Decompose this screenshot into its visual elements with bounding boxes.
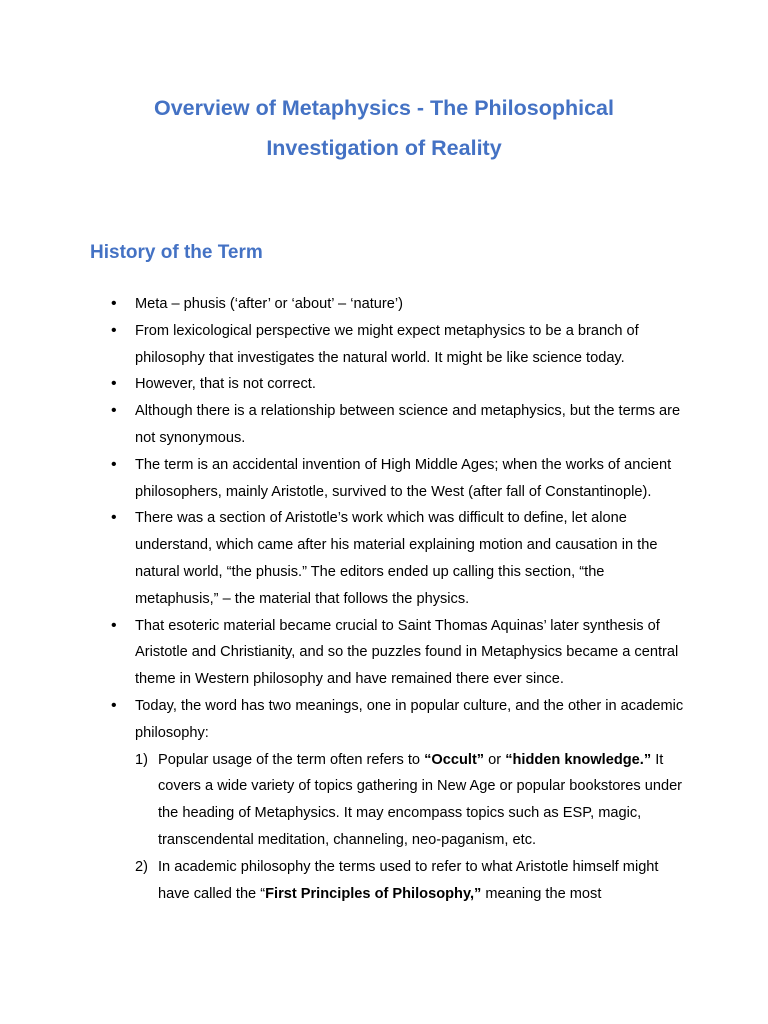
- sublist-item: [135, 854, 684, 908]
- sublist-text: meaning the most: [481, 885, 602, 902]
- list-item: • That esoteric material became crucial to Saint Thomas Aquinas’ later synthesis of Aristotle and Christianity, and so the puzzles found in Metaphysics became a central theme in Western philosophy and have remained there ever since.: [90, 613, 684, 693]
- title-line-1: Overview of Metaphysics - The Philosophical: [154, 96, 614, 120]
- emphasis-first-principles: First Principles of Philosophy,”: [265, 885, 482, 902]
- list-item-with-sublist: [90, 693, 684, 907]
- emphasis-occult: “Occult”: [424, 751, 485, 768]
- sublist-item: [135, 747, 684, 854]
- sublist-text: or: [484, 751, 506, 768]
- sublist-text: It covers a wide variety of topics gathering in New Age or popular bookstores under the heading of Metaphysics. It may encompass topics such as ESP, magic, transcendental meditation, channeling, neo-paganism, etc.: [158, 751, 683, 848]
- document-title: [90, 88, 678, 168]
- sublist-text: Popular usage of the term often refers to: [158, 751, 425, 768]
- list-item: • The term is an accidental invention of High Middle Ages; when the works of ancient philosophers, mainly Aristotle, survived to the West (after fall of Constantinople).: [90, 452, 684, 506]
- title-line-2: Investigation of Reality: [266, 136, 502, 160]
- list-item: • Although there is a relationship between science and metaphysics, but the terms are not synonymous.: [90, 398, 684, 452]
- list-item: • Meta – phusis (‘after’ or ‘about’ – ‘nature’): [90, 291, 684, 318]
- list-item-text: Today, the word has two meanings, one in popular culture, and the other in academic philosophy:: [135, 697, 684, 741]
- sublist-text: In academic philosophy the terms used to refer to what Aristotle himself might have called the “: [158, 858, 659, 902]
- list-item: • There was a section of Aristotle’s work which was difficult to define, let alone understand, which came after his material explaining motion and causation in the natural world, “the phusis.” The editors ended up calling this section, “the metaphusis,” – the material that follows the physics.: [90, 505, 684, 612]
- numbered-sublist: [135, 747, 684, 908]
- list-item: • However, that is not correct.: [90, 371, 684, 398]
- list-item: • From lexicological perspective we might expect metaphysics to be a branch of philosophy that investigates the natural world. It might be like science today.: [90, 318, 684, 372]
- sublist-number: 2): [135, 858, 148, 875]
- bullet-list: [90, 291, 684, 907]
- section-heading: History of the Term: [90, 242, 263, 263]
- emphasis-hidden-knowledge: “hidden knowledge.”: [505, 751, 652, 768]
- sublist-number: 1): [135, 751, 148, 768]
